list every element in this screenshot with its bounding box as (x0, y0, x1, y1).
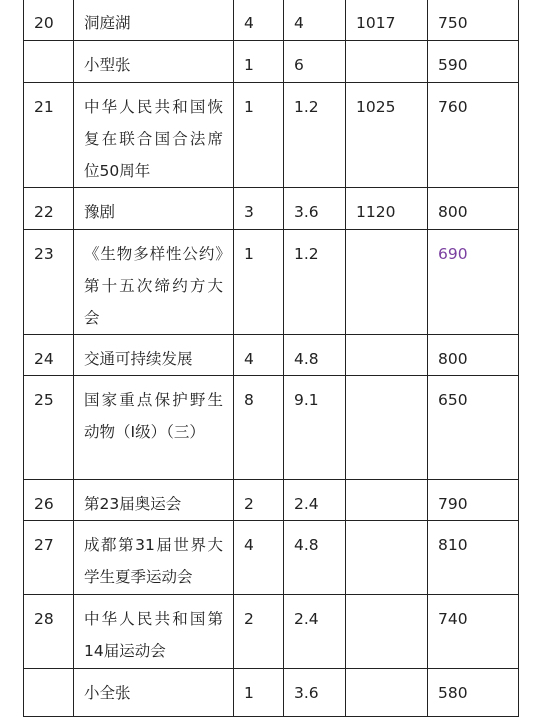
cell-serial-code (346, 595, 428, 669)
cell-stamp-name: 成都第31届世界大学生夏季运动会 (74, 521, 234, 595)
cell-serial-code (346, 376, 428, 480)
cell-row-number: 21 (24, 83, 74, 188)
stamp-issue-table (23, 0, 519, 717)
cell-face-value: 3.6 (284, 669, 346, 717)
cell-serial-code (346, 41, 428, 83)
table-row (24, 188, 519, 230)
cell-row-number: 22 (24, 188, 74, 230)
cell-row-number: 23 (24, 230, 74, 335)
cell-serial-code (346, 480, 428, 521)
cell-face-value: 2.4 (284, 595, 346, 669)
cell-circulation: 800 (428, 335, 519, 376)
cell-stamp-name: 中华人民共和国恢复在联合国合法席位50周年 (74, 83, 234, 188)
cell-circulation: 800 (428, 188, 519, 230)
cell-face-value: 6 (284, 41, 346, 83)
table-row (24, 83, 519, 188)
cell-stamp-name: 中华人民共和国第14届运动会 (74, 595, 234, 669)
cell-serial-code: 1120 (346, 188, 428, 230)
cell-circulation: 650 (428, 376, 519, 480)
table-row (24, 669, 519, 717)
cell-row-number: 26 (24, 480, 74, 521)
cell-stamp-name: 小全张 (74, 669, 234, 717)
cell-stamp-name: 交通可持续发展 (74, 335, 234, 376)
cell-serial-code: 1017 (346, 0, 428, 41)
cell-circulation: 590 (428, 41, 519, 83)
cell-stamp-count: 1 (234, 83, 284, 188)
cell-face-value: 1.2 (284, 83, 346, 188)
cell-serial-code (346, 335, 428, 376)
cell-stamp-count: 4 (234, 335, 284, 376)
table-row (24, 0, 519, 41)
table-body (24, 0, 519, 717)
cell-stamp-count: 2 (234, 595, 284, 669)
cell-row-number (24, 41, 74, 83)
cell-circulation: 580 (428, 669, 519, 717)
cell-face-value: 2.4 (284, 480, 346, 521)
cell-serial-code: 1025 (346, 83, 428, 188)
table-row (24, 335, 519, 376)
cell-stamp-name: 洞庭湖 (74, 0, 234, 41)
cell-row-number (24, 669, 74, 717)
cell-face-value: 1.2 (284, 230, 346, 335)
cell-circulation: 810 (428, 521, 519, 595)
table-row (24, 230, 519, 335)
cell-row-number: 27 (24, 521, 74, 595)
cell-row-number: 28 (24, 595, 74, 669)
cell-face-value: 4.8 (284, 335, 346, 376)
cell-row-number: 25 (24, 376, 74, 480)
cell-stamp-count: 1 (234, 41, 284, 83)
table-row (24, 41, 519, 83)
cell-serial-code (346, 669, 428, 717)
cell-stamp-count: 3 (234, 188, 284, 230)
cell-stamp-name: 《生物多样性公约》第十五次缔约方大会 (74, 230, 234, 335)
cell-stamp-name: 小型张 (74, 41, 234, 83)
cell-face-value: 3.6 (284, 188, 346, 230)
cell-serial-code (346, 230, 428, 335)
cell-face-value: 9.1 (284, 376, 346, 480)
table-row (24, 595, 519, 669)
cell-stamp-count: 8 (234, 376, 284, 480)
cell-face-value: 4.8 (284, 521, 346, 595)
cell-serial-code (346, 521, 428, 595)
cell-row-number: 24 (24, 335, 74, 376)
table-row (24, 376, 519, 480)
cell-stamp-count: 4 (234, 521, 284, 595)
cell-stamp-count: 1 (234, 669, 284, 717)
cell-circulation: 740 (428, 595, 519, 669)
cell-circulation[interactable]: 690 (428, 230, 519, 335)
cell-stamp-count: 2 (234, 480, 284, 521)
cell-stamp-count: 4 (234, 0, 284, 41)
cell-circulation: 790 (428, 480, 519, 521)
cell-circulation: 760 (428, 83, 519, 188)
cell-stamp-count: 1 (234, 230, 284, 335)
cell-stamp-name: 国家重点保护野生动物（Ⅰ级）（三） (74, 376, 234, 480)
table-row (24, 480, 519, 521)
cell-stamp-name: 第23届奥运会 (74, 480, 234, 521)
cell-face-value: 4 (284, 0, 346, 41)
table-row (24, 521, 519, 595)
cell-stamp-name: 豫剧 (74, 188, 234, 230)
cell-row-number: 20 (24, 0, 74, 41)
cell-circulation: 750 (428, 0, 519, 41)
